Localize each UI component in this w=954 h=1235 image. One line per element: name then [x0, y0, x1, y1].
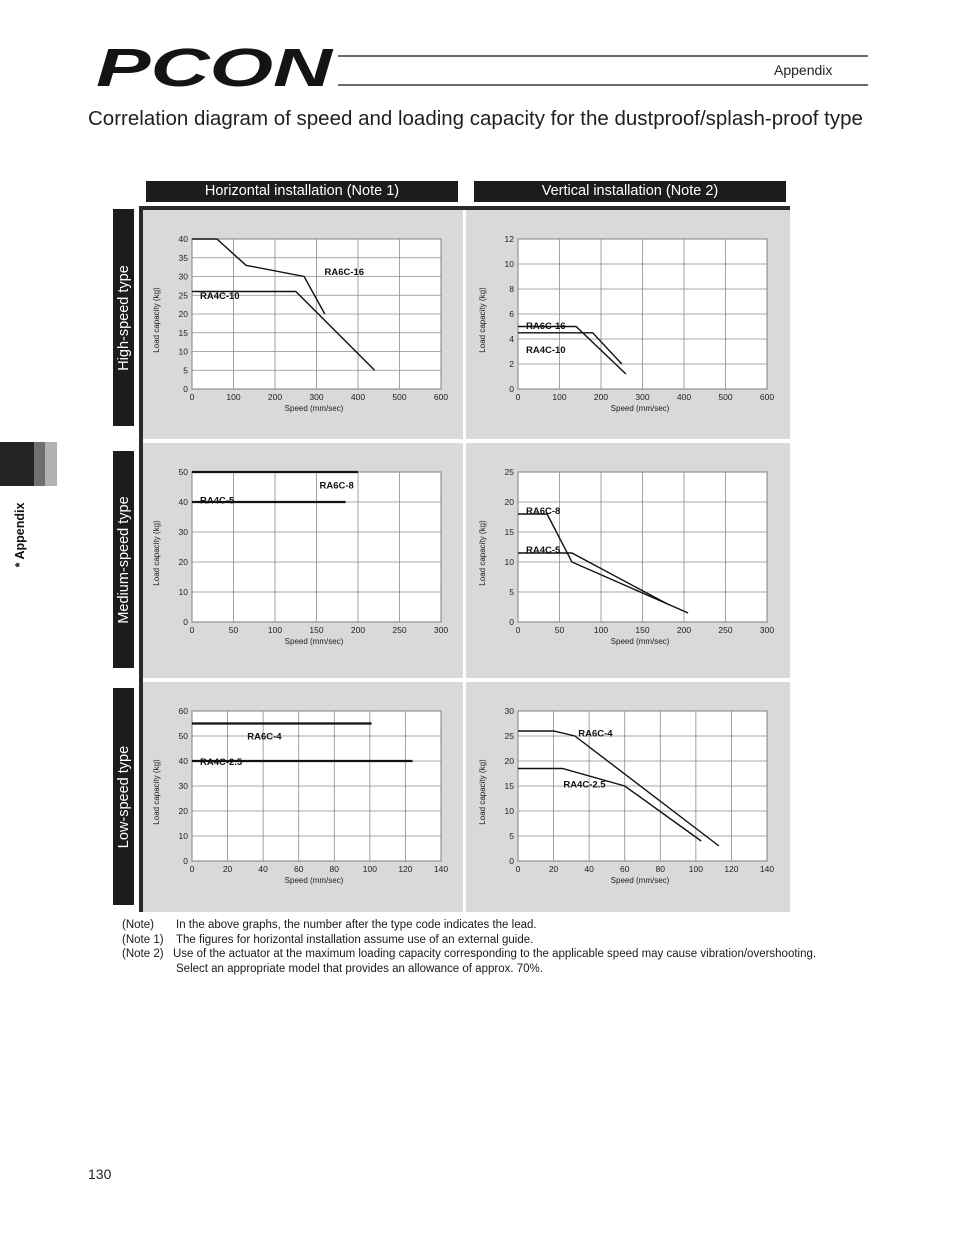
x-tick-label: 300 — [635, 392, 650, 402]
x-tick-label: 100 — [593, 625, 609, 635]
panel-bar-top — [139, 206, 790, 210]
chart-high-horizontal — [143, 210, 463, 439]
y-tick-label: 0 — [183, 384, 188, 394]
y-tick-label: 25 — [504, 467, 514, 477]
x-axis-label: Speed (mm/sec) — [284, 876, 344, 885]
x-tick-label: 300 — [759, 625, 775, 635]
chart-medium-horizontal — [143, 443, 463, 678]
series-label: RA6C-4 — [247, 731, 282, 743]
x-tick-label: 100 — [688, 864, 703, 874]
y-tick-label: 0 — [183, 856, 188, 866]
y-tick-label: 20 — [178, 806, 188, 816]
x-tick-label: 20 — [548, 864, 559, 874]
series-label: RA6C-4 — [578, 728, 613, 740]
y-tick-label: 35 — [178, 252, 188, 263]
x-tick-label: 250 — [718, 625, 733, 635]
series-label: RA6C-8 — [525, 506, 561, 517]
x-tick-label: 200 — [267, 392, 283, 402]
y-axis-label: Load capacity (kg) — [152, 287, 161, 353]
pcon-logo — [96, 38, 336, 92]
x-tick-label: 200 — [593, 392, 609, 402]
x-tick-label: 80 — [655, 864, 666, 874]
y-tick-label: 20 — [504, 756, 514, 766]
x-tick-label: 40 — [584, 864, 594, 874]
x-tick-label: 0 — [189, 864, 195, 874]
y-tick-label: 10 — [178, 587, 188, 597]
y-tick-label: 50 — [178, 731, 188, 741]
y-tick-label: 30 — [504, 706, 514, 716]
x-tick-label: 100 — [362, 864, 377, 874]
x-tick-label: 50 — [554, 625, 565, 635]
y-tick-label: 40 — [178, 756, 188, 766]
x-tick-label: 0 — [189, 625, 195, 635]
x-tick-label: 500 — [392, 392, 407, 402]
y-tick-label: 60 — [178, 706, 188, 716]
series-label: RA4C-5 — [525, 545, 561, 556]
y-tick-label: 50 — [178, 467, 188, 477]
y-tick-label: 25 — [504, 731, 514, 741]
x-tick-label: 60 — [619, 864, 630, 874]
y-tick-label: 5 — [183, 365, 188, 376]
note-text: Select an appropriate model that provides an allowance of approx. 70%. — [176, 962, 543, 975]
row-label-text: Medium-speed type — [115, 495, 132, 624]
x-tick-label: 140 — [433, 864, 449, 874]
x-tick-label: 60 — [293, 864, 304, 874]
note-text: The figures for horizontal installation assume use of an external guide. — [176, 933, 534, 946]
x-tick-label: 400 — [350, 392, 366, 402]
x-tick-label: 600 — [759, 392, 775, 402]
x-tick-label: 150 — [635, 625, 650, 635]
x-tick-label: 120 — [724, 864, 739, 874]
x-axis-label: Speed (mm/sec) — [610, 404, 670, 413]
note-row — [122, 933, 816, 948]
y-tick-label: 15 — [504, 527, 514, 537]
x-tick-label: 0 — [515, 864, 521, 874]
y-tick-label: 15 — [504, 781, 514, 791]
x-tick-label: 50 — [228, 625, 239, 635]
note-key: (Note 2) — [122, 948, 164, 960]
x-tick-label: 300 — [309, 392, 324, 402]
x-tick-label: 80 — [329, 864, 340, 874]
x-tick-label: 600 — [433, 392, 449, 402]
header-rule-top — [338, 55, 868, 57]
series-label: RA6C-8 — [319, 480, 354, 492]
x-tick-label: 100 — [226, 392, 241, 402]
x-tick-label: 0 — [515, 625, 521, 635]
x-tick-label: 120 — [398, 864, 413, 874]
y-tick-label: 10 — [504, 557, 514, 567]
note-text: In the above graphs, the number after the type code indicates the lead. — [176, 919, 537, 931]
y-axis-label: Load capacity (kg) — [478, 759, 487, 825]
notes-block — [122, 918, 816, 976]
page-number: 130 — [88, 1166, 112, 1182]
header-section-label: Appendix — [774, 62, 833, 78]
series-label: RA6C-16 — [525, 321, 566, 332]
y-tick-label: 10 — [504, 806, 514, 816]
series-label: RA4C-2.5 — [199, 757, 243, 768]
series-label: RA4C-10 — [525, 345, 566, 356]
x-tick-label: 250 — [392, 625, 407, 635]
series-label: RA6C-16 — [324, 267, 365, 278]
x-tick-label: 100 — [267, 625, 283, 635]
x-tick-label: 20 — [222, 864, 233, 874]
y-tick-label: 5 — [509, 831, 514, 841]
row-label-text: High-speed type — [115, 264, 132, 371]
y-tick-label: 15 — [178, 327, 188, 338]
x-tick-label: 400 — [676, 392, 692, 402]
y-tick-label: 0 — [509, 384, 514, 394]
y-tick-label: 6 — [509, 309, 514, 319]
logo-text: PCON — [96, 38, 334, 92]
y-tick-label: 20 — [178, 309, 188, 319]
y-tick-label: 10 — [504, 259, 514, 269]
chart-medium-vertical — [466, 443, 790, 678]
y-tick-label: 5 — [509, 587, 514, 597]
row-label-high-speed — [113, 209, 134, 426]
y-axis-label: Load capacity (kg) — [152, 759, 161, 825]
y-tick-label: 8 — [509, 284, 514, 294]
y-tick-label: 20 — [178, 557, 188, 567]
y-axis-label: Load capacity (kg) — [152, 520, 161, 586]
row-label-low-speed — [113, 688, 134, 905]
note-row — [122, 947, 816, 962]
y-tick-label: 25 — [178, 290, 188, 301]
series-label: RA4C-10 — [199, 291, 240, 302]
side-tab-dark — [0, 442, 34, 486]
side-tab-mid — [34, 442, 45, 486]
y-tick-label: 0 — [509, 856, 514, 866]
series-label: RA4C-5 — [199, 495, 235, 507]
x-tick-label: 40 — [258, 864, 268, 874]
note-key: (Note) — [122, 919, 154, 931]
x-tick-label: 200 — [676, 625, 692, 635]
header-rule-bottom — [338, 84, 868, 86]
y-tick-label: 30 — [178, 527, 188, 537]
column-header-horizontal: Horizontal installation (Note 1) — [146, 181, 458, 202]
chart-grid — [139, 206, 790, 912]
x-tick-label: 500 — [718, 392, 733, 402]
x-tick-label: 150 — [309, 625, 324, 635]
chart-low-horizontal — [143, 682, 463, 912]
x-axis-label: Speed (mm/sec) — [284, 637, 344, 646]
y-axis-label: Load capacity (kg) — [478, 520, 487, 586]
y-tick-label: 0 — [183, 617, 188, 627]
note-row — [122, 962, 816, 977]
column-header-vertical: Vertical installation (Note 2) — [474, 181, 786, 202]
note-row — [122, 918, 816, 933]
y-tick-label: 20 — [504, 497, 514, 507]
y-tick-label: 0 — [509, 617, 514, 627]
chart-high-vertical — [466, 210, 790, 439]
x-tick-label: 140 — [759, 864, 775, 874]
row-label-text: Low-speed type — [115, 745, 132, 848]
note-text: Use of the actuator at the maximum loading capacity corresponding to the applicable speed may cause vibration/overshooting. — [173, 948, 817, 960]
panel-bar-left — [139, 206, 143, 912]
x-tick-label: 200 — [350, 625, 366, 635]
y-tick-label: 40 — [178, 497, 188, 507]
x-axis-label: Speed (mm/sec) — [610, 637, 670, 646]
x-axis-label: Speed (mm/sec) — [610, 876, 670, 885]
series-label: RA4C-2.5 — [563, 779, 606, 791]
y-tick-label: 10 — [178, 831, 188, 841]
page-title: Correlation diagram of speed and loading capacity for the dustproof/splash-proof type — [88, 107, 863, 130]
y-axis-label: Load capacity (kg) — [478, 287, 487, 353]
chart-low-vertical — [466, 682, 790, 912]
x-tick-label: 0 — [515, 392, 521, 402]
y-tick-label: 12 — [504, 234, 514, 244]
x-axis-label: Speed (mm/sec) — [284, 404, 344, 413]
side-tab-label: * Appendix — [13, 502, 27, 568]
side-tab-light — [45, 442, 57, 486]
note-key: (Note 1) — [122, 933, 164, 946]
y-tick-label: 30 — [178, 271, 188, 282]
row-label-medium-speed — [113, 451, 134, 668]
y-tick-label: 10 — [178, 346, 188, 357]
x-tick-label: 0 — [189, 392, 195, 402]
x-tick-label: 100 — [552, 392, 567, 402]
y-tick-label: 40 — [178, 234, 188, 244]
x-tick-label: 300 — [433, 625, 449, 635]
y-tick-label: 4 — [509, 334, 514, 344]
y-tick-label: 30 — [178, 781, 188, 791]
y-tick-label: 2 — [509, 359, 514, 369]
